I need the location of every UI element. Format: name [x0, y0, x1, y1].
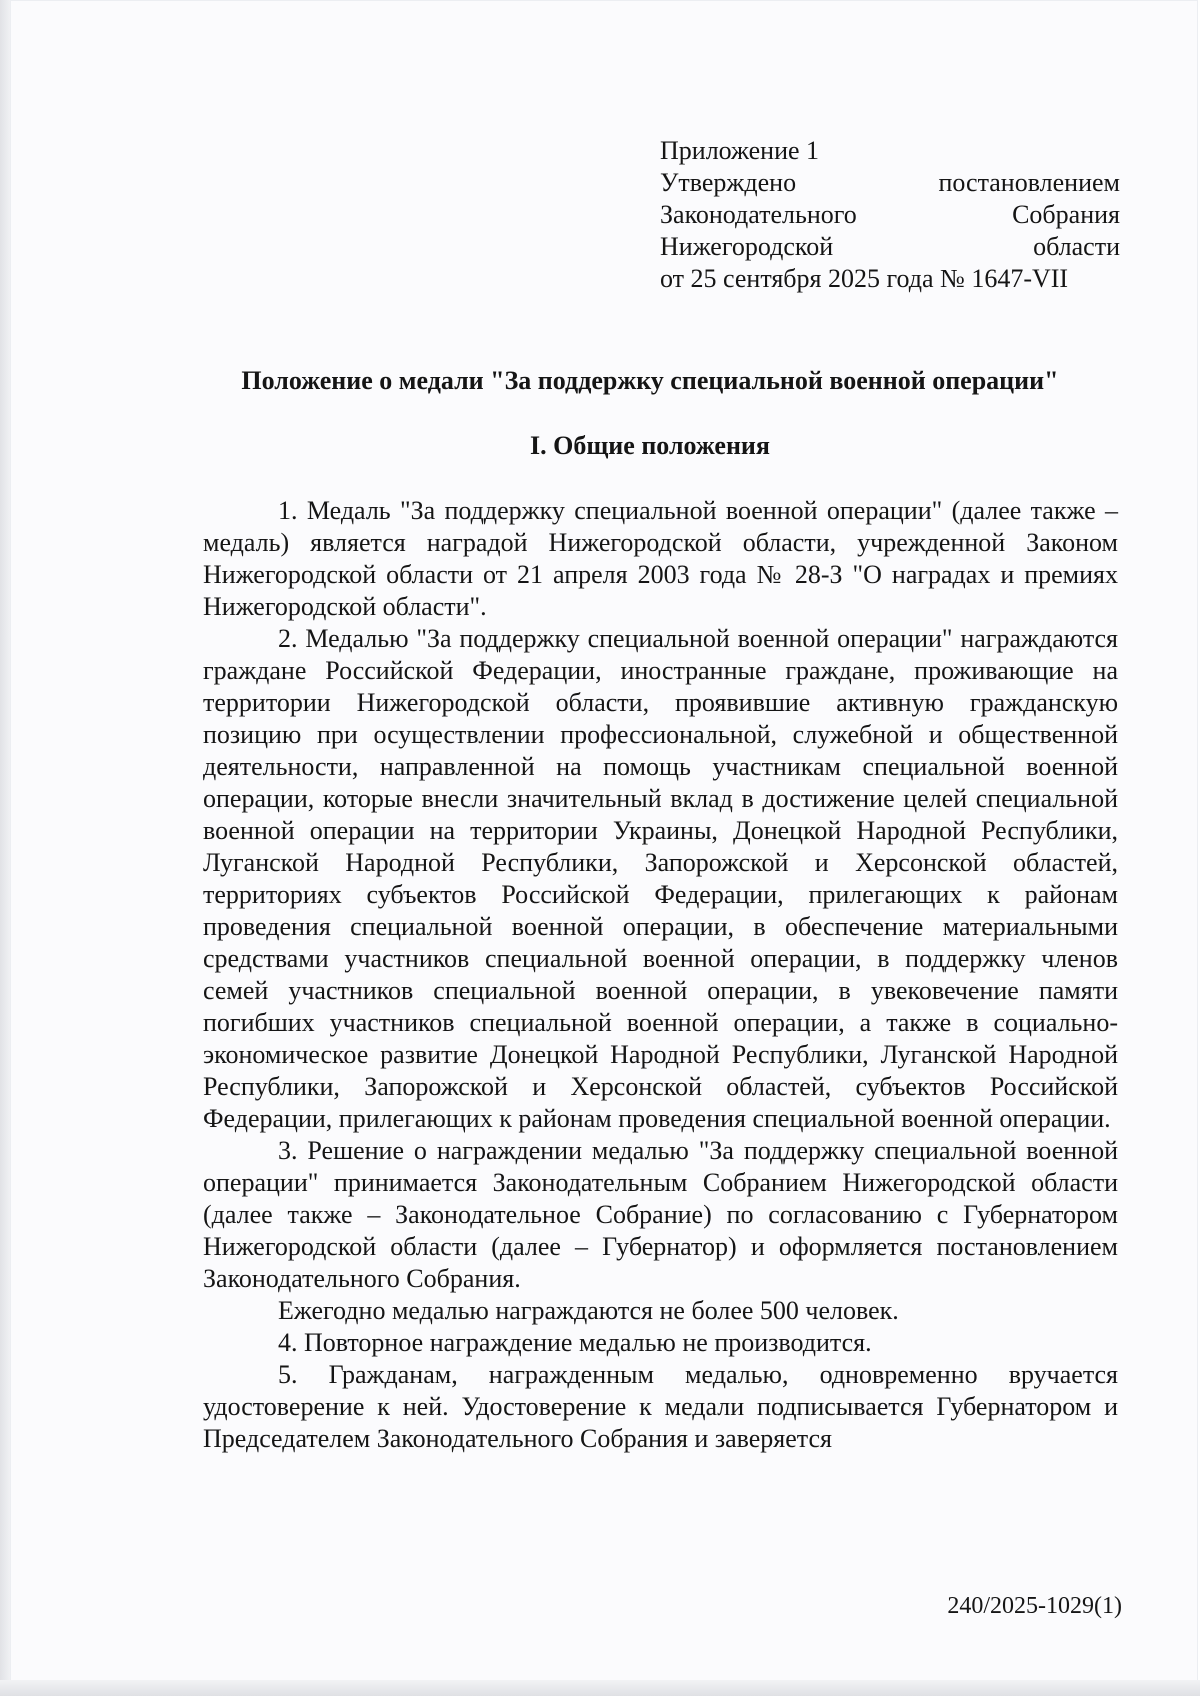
paragraph-2: 2. Медалью "За поддержку специальной военной операции" награждаются граждане Российской Федерации, иностранные граждане, проживающие на территории Нижегородской области, проявившие активную гражданскую позицию при осуществлении профессиональной, служебной и общественной деятельности, направленной на помощь участникам специальной военной операции, которые внесли значительный вклад в достижение целей специальной военной операции на территории Украины, Донецкой Народной Республики, Луганской Народной Республики, Запорожской и Херсонской областей, территориях субъектов Российской Федерации, прилегающих к районам проведения специальной военной операции, в обеспечение материальными средствами участников специальной военной операции, в поддержку членов семей участников специальной военной операции, в увековечение памяти погибших участников специальной военной операции, а также в социально-экономическое развитие Донецкой Народной Республики, Луганской Народной Республики, Запорожской и Херсонской областей, субъектов Российской Федерации, прилегающих к районам проведения специальной военной операции.: [203, 624, 1118, 1133]
approval-word-legislative: Законодательного: [660, 200, 857, 229]
document-code: 240/2025-1029(1): [947, 1593, 1122, 1619]
approval-date-number: от 25 сентября 2025 года № 1647-VII: [660, 264, 1069, 293]
approval-word-approved: Утверждено: [660, 168, 797, 197]
approval-word-nizhny: Нижегородской: [660, 232, 834, 261]
approval-block: [660, 135, 1120, 295]
paragraph-4: 4. Повторное награждение медалью не производится.: [278, 1328, 872, 1357]
approval-word-resolution: постановлением: [938, 168, 1120, 197]
approval-word-assembly: Собрания: [1012, 200, 1120, 229]
approval-word-region: области: [1033, 232, 1120, 261]
document-title: Положение о медали "За поддержку специальной военной операции": [241, 366, 1059, 395]
approval-line-4: [660, 231, 1120, 263]
appendix-number: Приложение 1: [660, 136, 820, 165]
section-title: I. Общие положения: [530, 431, 770, 460]
paragraph-1: 1. Медаль "За поддержку специальной военной операции" (далее также – медаль) является наградой Нижегородской области, учрежденной Законом Нижегородской области от 21 апреля 2003 года № 28-З "О наградах и премиях Нижегородской области".: [203, 496, 1118, 621]
approval-line-3: [660, 199, 1120, 231]
paragraph-5: 5. Гражданам, награжденным медалью, одновременно вручается удостоверение к ней. Удостоверение к медали подписывается Губернатором и Председателем Законодательного Собрания и заверяется: [203, 1360, 1118, 1453]
document-body: [203, 495, 1118, 1455]
paragraph-annual-limit: Ежегодно медалью награждаются не более 500 человек.: [278, 1296, 899, 1325]
scan-bottom-edge: [0, 1680, 1200, 1696]
paragraph-3: 3. Решение о награждении медалью "За поддержку специальной военной операции" принимается Законодательным Собранием Нижегородской области (далее также – Законодательное Собрание) по согласованию с Губернатором Нижегородской области (далее – Губернатор) и оформляется постановлением Законодательного Собрания.: [203, 1136, 1118, 1293]
approval-line-2: [660, 167, 1120, 199]
